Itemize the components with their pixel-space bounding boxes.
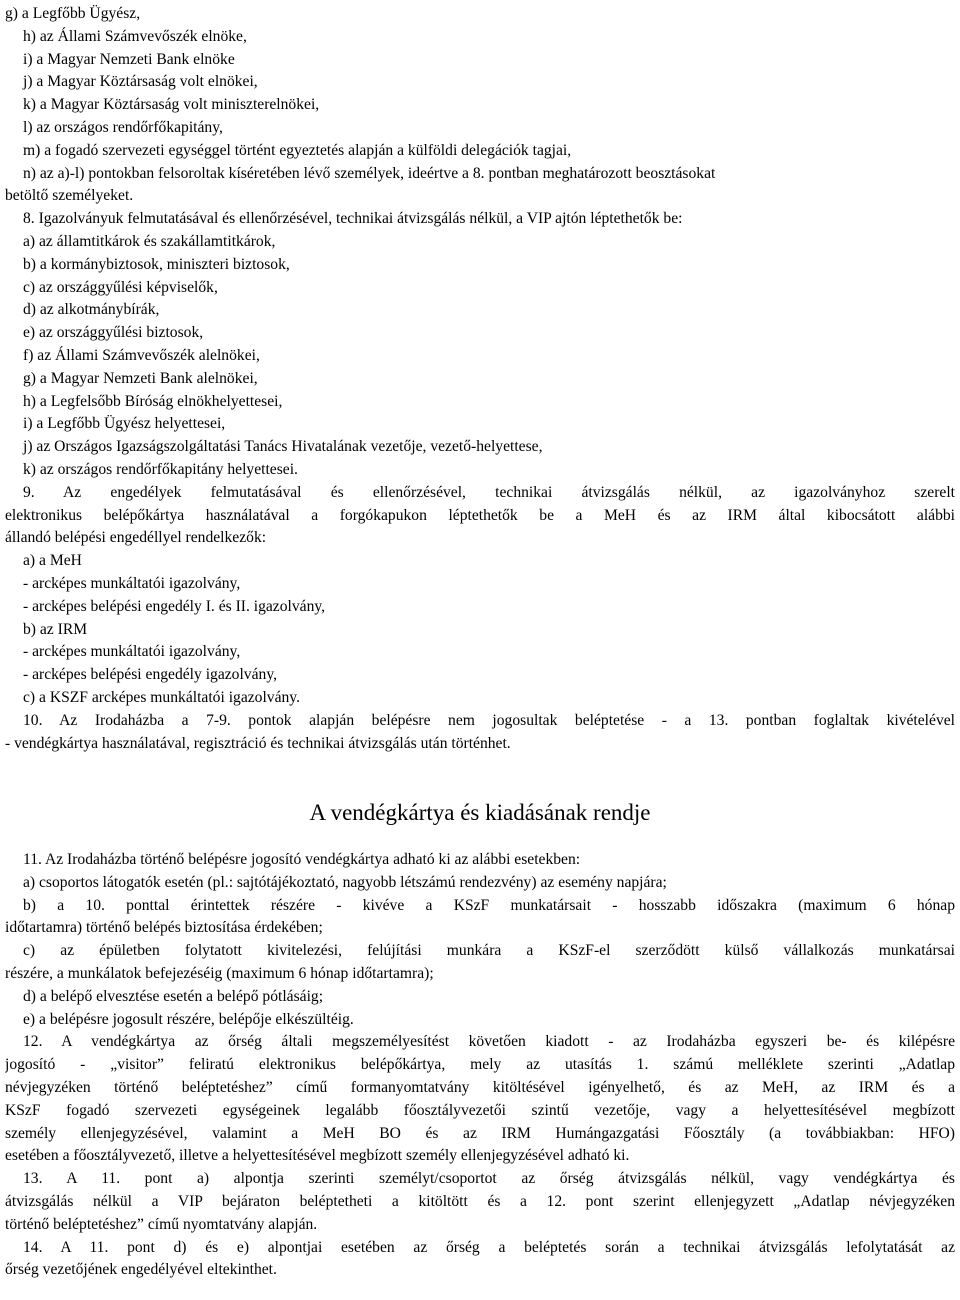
text-line: c) a KSZF arcképes munkáltatói igazolvány.	[23, 689, 300, 706]
text-line: i) a Legfőbb Ügyész helyettesei,	[23, 415, 226, 433]
text-line: részére, a munkálatok befejezéséig (maximum 6 hónap időtartamra);	[5, 965, 434, 982]
text-line: e) a belépésre jogosult részére, belépője elkészültéig.	[23, 1010, 354, 1028]
text-line: i) a Magyar Nemzeti Bank elnöke	[23, 50, 235, 68]
text-line: e) az országgyűlési biztosok,	[23, 324, 204, 342]
text-line: őrség vezetőjének engedélyével eltekinthet.	[5, 1261, 277, 1279]
text-line: g) a Magyar Nemzeti Bank alelnökei,	[23, 369, 258, 387]
text-line: c) az országgyűlési képviselők,	[23, 278, 218, 296]
text-line: 13. A 11. pont a) alpontja szerinti személyt/csoportot az őrség átvizsgálás nélkül, vagy vendégkártya és	[23, 1170, 955, 1188]
text-line: személy ellenjegyzésével, valamint a MeH BO és az IRM Humángazgatási Főosztály (a továbbiakban: HFO)	[5, 1124, 955, 1142]
text-line: állandó belépési engedéllyel rendelkezők:	[5, 529, 267, 547]
text-line: 12. A vendégkártya az őrség általi megszemélyesítést követően kiadott - az Irodaházba egyszeri be- és kilépésre	[23, 1033, 955, 1051]
text-line: - arcképes belépési engedély igazolvány,	[23, 666, 277, 684]
text-line: esetében a főosztályvezető, illetve a helyettesítésével megbízott személy ellenjegyzésével adható ki.	[5, 1147, 630, 1165]
text-line: h) a Legfelsőbb Bíróság elnökhelyettesei,	[23, 392, 283, 410]
text-line: - arcképes munkáltatói igazolvány,	[23, 643, 241, 661]
text-line: j) a Magyar Köztársaság volt elnökei,	[23, 73, 258, 91]
text-line: b) a kormánybiztosok, miniszteri biztosok,	[23, 255, 290, 273]
text-line: 9. Az engedélyek felmutatásával és ellenőrzésével, technikai átvizsgálás nélkül, az igazolványhoz szerelt	[23, 483, 955, 501]
text-line: d) az alkotmánybírák,	[23, 301, 160, 319]
text-line: c) az épületben folytatott kivitelezési, felújítási munkára a KSzF-el szerződött külső vállalkozás munkatársai	[23, 942, 955, 960]
section-heading: A vendégkártya és kiadásának rendje	[309, 800, 651, 825]
text-line: jogosító - „visitor” feliratú elektronikus belépőkártya, mely az utasítás 1. számú melléklete szerinti „Adatlap	[5, 1056, 955, 1074]
text-line: l) az országos rendőrfőkapitány,	[23, 119, 223, 136]
text-line: 14. A 11. pont d) és e) alpontjai esetében az őrség a beléptetés során a technikai átvizsgálás lefolytatását az	[23, 1238, 955, 1256]
text-line: - arcképes belépési engedély I. és II. igazolvány,	[23, 597, 326, 615]
text-line: - arcképes munkáltatói igazolvány,	[23, 575, 241, 592]
text-line: d) a belépő elvesztése esetén a belépő pótlásáig;	[23, 987, 324, 1005]
text-line: 11. Az Irodaházba történő belépésre jogosító vendégkártya adható ki az alábbi esetekben:	[23, 851, 581, 868]
text-line: m) a fogadó szervezeti egységgel történt egyeztetés alapján a külföldi delegációk tagjai,	[23, 141, 572, 159]
text-line: a) a MeH	[23, 552, 82, 570]
text-line: - vendégkártya használatával, regisztráció és technikai átvizsgálás után történhet.	[5, 734, 511, 752]
text-line: h) az Állami Számvevőszék elnöke,	[23, 27, 247, 45]
text-line: b) az IRM	[23, 620, 88, 638]
text-line: f) az Állami Számvevőszék alelnökei,	[23, 347, 260, 364]
text-line: KSzF fogadó szervezeti egységeinek legalább főosztályvezetői szintű vezetője, vagy a helyettesítésével megbízott	[5, 1101, 955, 1119]
text-line: j) az Országos Igazságszolgáltatási Tanács Hivatalának vezetője, vezető-helyettese,	[23, 438, 543, 456]
text-line: betöltő személyeket.	[5, 187, 134, 205]
text-line: n) az a)-l) pontokban felsoroltak kíséretében lévő személyek, ideértve a 8. pontban meghatározott beosztásokat	[23, 164, 716, 182]
text-line: történő beléptetéshez” című nyomtatvány alapján.	[5, 1215, 318, 1233]
text-line: a) az államtitkárok és szakállamtitkárok,	[23, 233, 276, 250]
text-line: k) az országos rendőrfőkapitány helyettesei.	[23, 461, 298, 478]
text-line: b) a 10. ponttal érintettek részére - kivéve a KSzF munkatársait - hosszabb időszakra (maximum 6 hónap	[23, 896, 955, 914]
text-line: névjegyzéken történő beléptetéshez” című formanyomtatvány kitöltésével igényelhető, és az MeH, az IRM és a	[5, 1079, 955, 1096]
text-line: időtartamra) történő belépés biztosítása érdekében;	[5, 919, 323, 937]
text-line: 8. Igazolványuk felmutatásával és ellenőrzésével, technikai átvizsgálás nélkül, a VIP ajtón léptethetők be:	[23, 210, 683, 228]
text-line: elektronikus belépőkártya használatával a forgókapukon léptethetők be a MeH és az IRM által kibocsátott alábbi	[5, 506, 955, 524]
text-line: a) csoportos látogatók esetén (pl.: sajtótájékoztató, nagyobb létszámú rendezvény) az esemény napjára;	[23, 873, 667, 891]
text-line: k) a Magyar Köztársaság volt miniszterelnökei,	[23, 96, 320, 114]
text-line: átvizsgálás nélkül a VIP bejáraton beléptetheti a kitöltött és a 12. pont szerint ellenjegyzett „Adatlap névjegyzéken	[5, 1193, 955, 1210]
text-line: 10. Az Irodaházba a 7-9. pontok alapján belépésre nem jogosultak beléptetése - a 13. pontban foglaltak kivételével	[23, 711, 955, 729]
text-line: g) a Legfőbb Ügyész,	[5, 5, 141, 22]
